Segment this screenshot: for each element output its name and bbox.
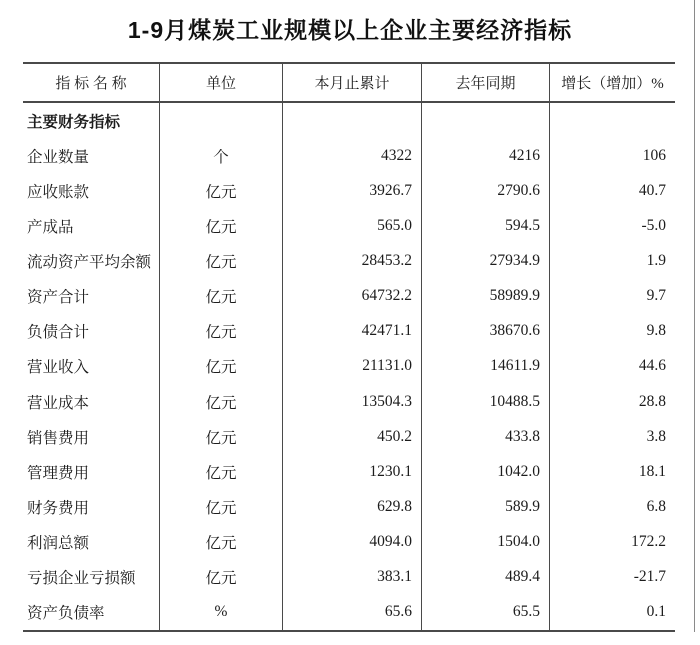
- table-row: [23, 244, 675, 279]
- table-body: [23, 103, 675, 630]
- unit-cell: 亿元: [160, 173, 283, 208]
- table-row: [23, 525, 675, 560]
- indicator-name-cell: 企业数量: [23, 138, 160, 173]
- current-value-cell: 565.0: [283, 208, 422, 243]
- table-row: [23, 384, 675, 419]
- current-value-cell: 629.8: [283, 489, 422, 524]
- unit-cell: 亿元: [160, 560, 283, 595]
- unit-cell: 亿元: [160, 349, 283, 384]
- growth-cell: 106: [642, 146, 666, 164]
- growth-cell: 40.7: [638, 181, 666, 199]
- current-value-cell: 13504.3: [283, 384, 422, 419]
- current-value-cell: 1230.1: [283, 454, 422, 489]
- indicator-name-cell: 流动资产平均余额: [23, 244, 160, 279]
- current-value-cell: 64732.2: [283, 279, 422, 314]
- indicator-name-cell: 负债合计: [23, 314, 160, 349]
- unit-cell: 亿元: [160, 314, 283, 349]
- current-value-cell: 21131.0: [283, 349, 422, 384]
- current-value-cell: 383.1: [283, 560, 422, 595]
- indicator-name-cell: 资产负债率: [23, 595, 160, 630]
- page-title: 1-9月煤炭工业规模以上企业主要经济指标: [127, 17, 573, 43]
- unit-cell: 亿元: [160, 384, 283, 419]
- table-row: [23, 560, 675, 595]
- unit-cell: 亿元: [160, 419, 283, 454]
- indicator-name-cell: 营业收入: [23, 349, 160, 384]
- indicator-name-cell: 利润总额: [23, 525, 160, 560]
- last-year-cell: 1042.0: [422, 454, 550, 489]
- current-value-cell: 4322: [283, 138, 422, 173]
- indicator-name-cell: 财务费用: [23, 489, 160, 524]
- last-year-cell: 1504.0: [422, 525, 550, 560]
- last-year-cell: 38670.6: [422, 314, 550, 349]
- table-row: [23, 419, 675, 454]
- table-row: [23, 454, 675, 489]
- last-year-cell: 65.5: [422, 595, 550, 630]
- unit-cell: 个: [160, 138, 283, 173]
- last-year-cell: 594.5: [422, 208, 550, 243]
- last-year-cell: 433.8: [422, 419, 550, 454]
- growth-cell: 18.1: [638, 462, 666, 480]
- current-value-cell: 4094.0: [283, 525, 422, 560]
- last-year-cell: 589.9: [422, 489, 550, 524]
- last-year-cell: 489.4: [422, 560, 550, 595]
- table-row: [23, 314, 675, 349]
- unit-cell: 亿元: [160, 489, 283, 524]
- indicator-name-cell: 亏损企业亏损额: [23, 560, 160, 595]
- growth-cell: 9.8: [646, 322, 666, 340]
- empty-cell: [550, 103, 675, 138]
- last-year-cell: 2790.6: [422, 173, 550, 208]
- current-value-cell: 65.6: [283, 595, 422, 630]
- growth-cell: 0.1: [646, 603, 666, 621]
- column-header-unit: 单位: [160, 64, 283, 101]
- column-header-last-year-same-period: 去年同期: [422, 64, 550, 101]
- current-value-cell: 28453.2: [283, 244, 422, 279]
- growth-cell: 44.6: [638, 357, 666, 375]
- growth-cell: -5.0: [641, 216, 666, 234]
- section-header-row: [23, 103, 675, 138]
- indicator-name-cell: 应收账款: [23, 173, 160, 208]
- growth-cell: -21.7: [633, 568, 666, 586]
- empty-cell: [422, 103, 550, 138]
- screen-edge-line: [694, 0, 695, 632]
- column-header-indicator-name: 指 标 名 称: [23, 64, 160, 101]
- table-row: [23, 208, 675, 243]
- current-value-cell: 42471.1: [283, 314, 422, 349]
- indicator-name-cell: 销售费用: [23, 419, 160, 454]
- indicator-name-cell: 管理费用: [23, 454, 160, 489]
- last-year-cell: 58989.9: [422, 279, 550, 314]
- indicator-name-cell: 营业成本: [23, 384, 160, 419]
- unit-cell: 亿元: [160, 454, 283, 489]
- table-row: [23, 173, 675, 208]
- unit-cell: 亿元: [160, 279, 283, 314]
- growth-cell: 9.7: [646, 287, 666, 305]
- current-value-cell: 3926.7: [283, 173, 422, 208]
- indicator-name-cell: 资产合计: [23, 279, 160, 314]
- table-header-row: [23, 64, 675, 103]
- table-row: [23, 595, 675, 630]
- table-row: [23, 489, 675, 524]
- unit-cell: %: [160, 595, 283, 630]
- column-header-current-cumulative: 本月止累计: [283, 64, 422, 101]
- unit-cell: 亿元: [160, 208, 283, 243]
- last-year-cell: 27934.9: [422, 244, 550, 279]
- column-header-growth-percent: 增长（增加）%: [561, 76, 664, 92]
- growth-cell: 6.8: [646, 497, 666, 515]
- table-row: [23, 138, 675, 173]
- growth-cell: 172.2: [631, 533, 666, 551]
- last-year-cell: 14611.9: [422, 349, 550, 384]
- unit-cell: 亿元: [160, 244, 283, 279]
- section-header-label: 主要财务指标: [23, 103, 160, 138]
- current-value-cell: 450.2: [283, 419, 422, 454]
- indicator-name-cell: 产成品: [23, 208, 160, 243]
- growth-cell: 3.8: [646, 427, 666, 445]
- last-year-cell: 10488.5: [422, 384, 550, 419]
- empty-cell: [160, 103, 283, 138]
- growth-cell: 1.9: [646, 252, 666, 270]
- indicators-table: [23, 62, 675, 632]
- table-row: [23, 279, 675, 314]
- unit-cell: 亿元: [160, 525, 283, 560]
- growth-cell: 28.8: [638, 392, 666, 410]
- last-year-cell: 4216: [422, 138, 550, 173]
- table-row: [23, 349, 675, 384]
- empty-cell: [283, 103, 422, 138]
